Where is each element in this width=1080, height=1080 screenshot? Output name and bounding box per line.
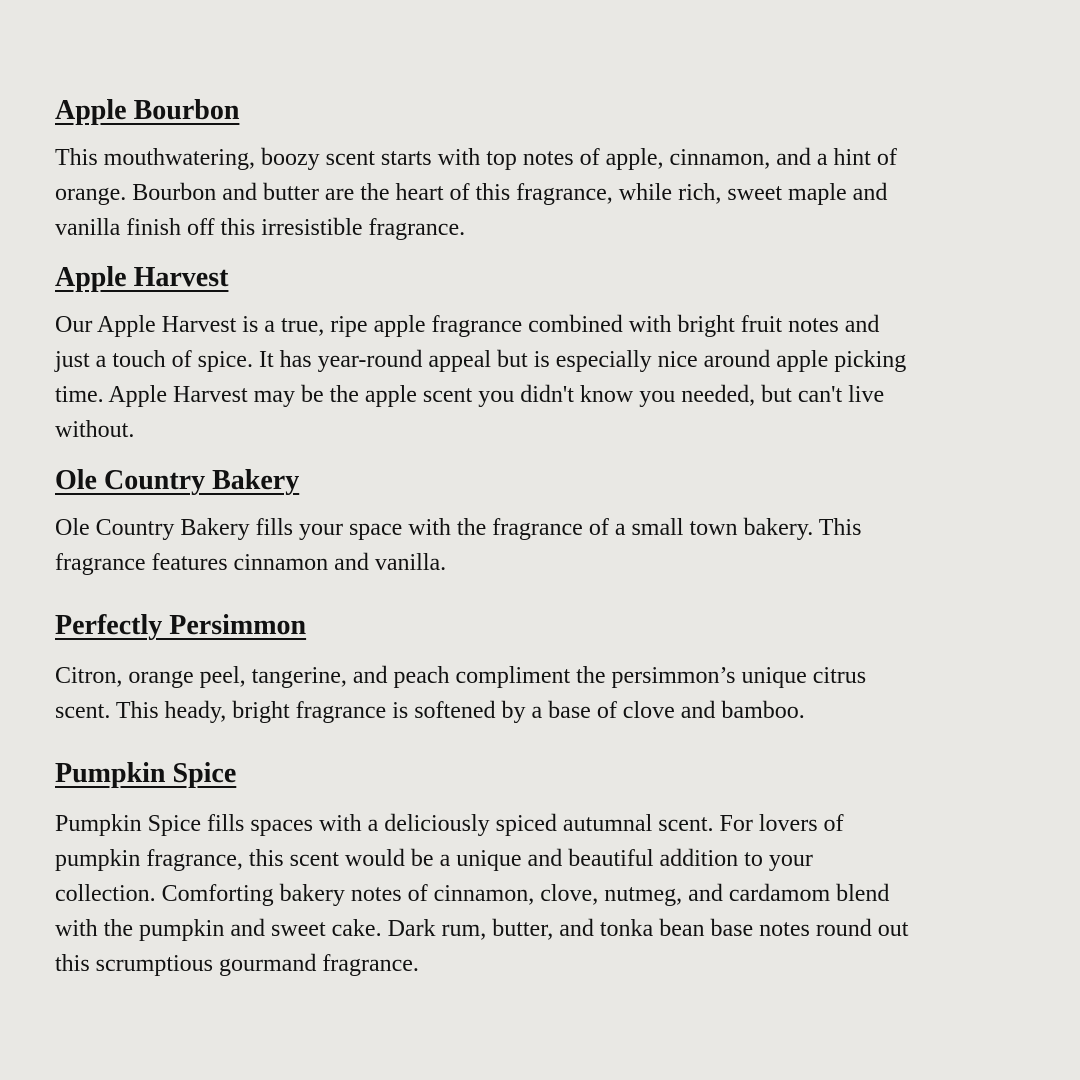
- description-line: vanilla finish off this irresistible fragrance.: [55, 215, 466, 241]
- description-line: Our Apple Harvest is a true, ripe apple fragrance combined with bright fruit notes and: [55, 312, 880, 338]
- ole-country-bakery-description: [55, 511, 1040, 581]
- description-line: with the pumpkin and sweet cake. Dark rum, butter, and tonka bean base notes round out: [55, 916, 909, 942]
- description-line: Citron, orange peel, tangerine, and peach compliment the persimmon’s unique citrus: [55, 663, 867, 689]
- description-line: Pumpkin Spice fills spaces with a deliciously spiced autumnal scent. For lovers of: [55, 811, 844, 837]
- perfectly-persimmon-title: Perfectly Persimmon: [55, 610, 307, 641]
- description-line: orange. Bourbon and butter are the heart of this fragrance, while rich, sweet maple and: [55, 180, 888, 206]
- pumpkin-spice-description: [55, 807, 1040, 982]
- description-line: just a touch of spice. It has year-round appeal but is especially nice around apple picking: [55, 347, 907, 373]
- pumpkin-spice-title: Pumpkin Spice: [55, 758, 237, 789]
- apple-harvest-title: Apple Harvest: [55, 262, 229, 293]
- apple-bourbon-title: Apple Bourbon: [55, 95, 240, 126]
- description-line: without.: [55, 417, 135, 443]
- description-line: fragrance features cinnamon and vanilla.: [55, 550, 447, 576]
- description-line: this scrumptious gourmand fragrance.: [55, 951, 419, 977]
- description-line: This mouthwatering, boozy scent starts with top notes of apple, cinnamon, and a hint of: [55, 145, 897, 171]
- description-line: pumpkin fragrance, this scent would be a unique and beautiful addition to your: [55, 846, 813, 872]
- perfectly-persimmon-description: [55, 659, 1040, 729]
- apple-bourbon-description: [55, 141, 1040, 246]
- ole-country-bakery-title: Ole Country Bakery: [55, 465, 300, 496]
- description-line: scent. This heady, bright fragrance is softened by a base of clove and bamboo.: [55, 698, 805, 724]
- description-line: collection. Comforting bakery notes of cinnamon, clove, nutmeg, and cardamom blend: [55, 881, 890, 907]
- apple-harvest-description: [55, 308, 1040, 448]
- description-line: time. Apple Harvest may be the apple scent you didn't know you needed, but can't live: [55, 382, 885, 408]
- description-line: Ole Country Bakery fills your space with the fragrance of a small town bakery. This: [55, 515, 862, 541]
